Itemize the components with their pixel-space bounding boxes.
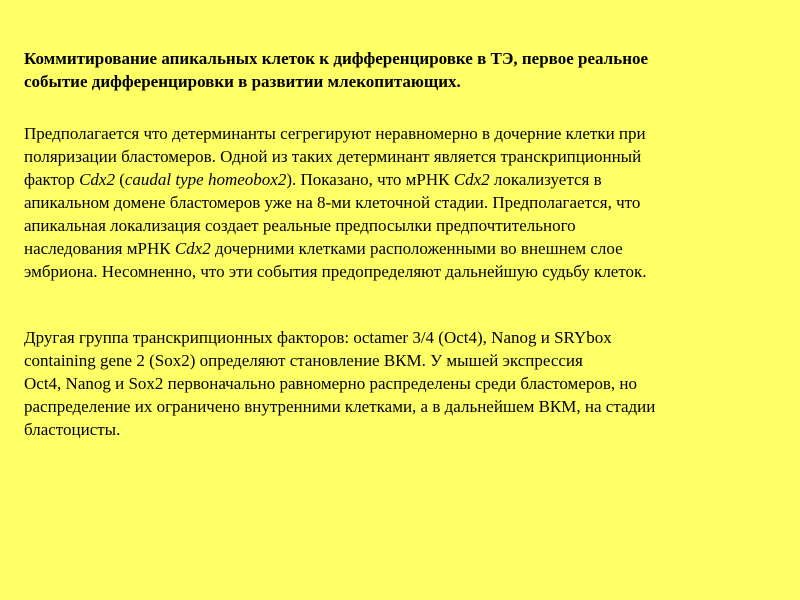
text-run: (: [114, 170, 125, 189]
paragraph-cdx2: [24, 122, 784, 283]
paragraph-line: поляризации бластомеров. Одной из таких детерминант является транскрипционный: [24, 147, 642, 166]
text-run: локализуется в: [489, 170, 602, 189]
gene-name-italic: Cdx2: [453, 170, 490, 189]
paragraph-line: containing gene 2 (Sox2) определяют становление ВКМ. У мышей экспрессия: [24, 351, 583, 370]
title-line: событие дифференцировки в развитии млекопитающих.: [24, 72, 461, 91]
paragraph-line: распределение их ограничено внутренними клетками, а в дальнейшем ВКМ, на стадии: [24, 397, 656, 416]
text-run: фактор: [24, 170, 80, 189]
paragraph-line: эмбриона. Несомненно, что эти события предопределяют дальнейшую судьбу клеток.: [24, 262, 647, 281]
paragraph-line: Oct4, Nanog и Sox2 первоначально равномерно распределены среди бластомеров, но: [24, 374, 637, 393]
paragraph-line: апикальном домене бластомеров уже на 8-ми клеточной стадии. Предполагается, что: [24, 193, 641, 212]
paragraph-line: [24, 237, 784, 260]
paragraph-line: Предполагается что детерминанты сегрегируют неравномерно в дочерние клетки при: [24, 124, 646, 143]
gene-full-name-italic: caudal type homeobox2: [124, 170, 287, 189]
paragraph-line: Другая группа транскрипционных факторов: octamer 3/4 (Oct4), Nanog и SRYbox: [24, 328, 612, 347]
paragraph-transcription-factors: [24, 326, 784, 441]
title-line: Коммитирование апикальных клеток к дифференцировке в ТЭ, первое реальное: [24, 49, 649, 68]
text-run: наследования мРНК: [24, 239, 175, 258]
text-run: дочерними клетками расположенными во внешнем слое: [210, 239, 623, 258]
paragraph-line: апикальная локализация создает реальные предпосылки предпочтительного: [24, 216, 576, 235]
slide-title: [24, 47, 784, 93]
gene-name-italic: Cdx2: [174, 239, 211, 258]
gene-name-italic: Cdx2: [79, 170, 115, 189]
paragraph-line: бластоцисты.: [24, 420, 121, 439]
text-run: ). Показано, что мРНК: [286, 170, 454, 189]
paragraph-line: [24, 168, 784, 191]
